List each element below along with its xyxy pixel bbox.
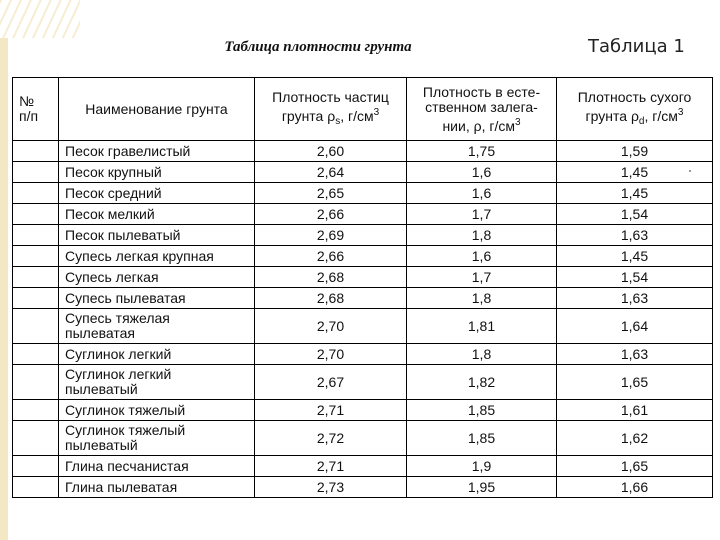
particle-density-value: 2,68 [255,288,407,309]
row-number [13,456,59,477]
row-number [13,477,59,498]
row-number [13,225,59,246]
soil-name: Песок мелкий [59,204,255,225]
soil-name: Песок пылеватый [59,225,255,246]
dry-density-value: 1,45 [557,162,713,183]
particle-density-value: 2,69 [255,225,407,246]
dry-density-value: 1,63 [557,288,713,309]
soil-name: Песок средний [59,183,255,204]
natural-density-value: 1,95 [407,477,557,498]
natural-density-value: 1,8 [407,288,557,309]
natural-density-value: 1,75 [407,141,557,162]
particle-density-value: 2,67 [255,365,407,400]
natural-density-value: 1,6 [407,246,557,267]
row-number [13,288,59,309]
row-number [13,162,59,183]
dry-density-value: 1,65 [557,456,713,477]
natural-density-value: 1,7 [407,204,557,225]
particle-density-value: 2,68 [255,267,407,288]
particle-density-value: 2,66 [255,246,407,267]
corner-decoration [0,0,80,38]
row-number [13,267,59,288]
row-number [13,365,59,400]
dry-density-value: 1,66 [557,477,713,498]
dry-density-value: 1,45 [557,246,713,267]
dry-density-value: 1,54 [557,267,713,288]
particle-density-value: 2,70 [255,309,407,344]
natural-density-value: 1,82 [407,365,557,400]
row-number [13,400,59,421]
particle-density-value: 2,60 [255,141,407,162]
table-row [13,365,713,400]
natural-density-value: 1,7 [407,267,557,288]
header-particle-density: Плотность частиц грунта $\rho_s$, $г/см^3$ [255,78,407,141]
particle-density-value: 2,71 [255,456,407,477]
row-number [13,141,59,162]
dry-density-value: 1,63 [557,225,713,246]
scan-speck [689,170,691,172]
natural-density-value: 1,8 [407,344,557,365]
dry-density-value: 1,59 [557,141,713,162]
dry-density-value: 1,62 [557,421,713,456]
header-dry-density: Плотность сухого грунта $\rho_d$, $г/см^3$ [557,78,713,141]
dry-density-value: 1,63 [557,344,713,365]
table-row [13,225,713,246]
soil-name: Супесь легкая [59,267,255,288]
table-row [13,267,713,288]
dry-density-value: 1,64 [557,309,713,344]
row-number [13,421,59,456]
header-name: Наименование грунта [59,78,255,141]
dry-density-value: 1,45 [557,183,713,204]
left-decorative-stripe [0,0,8,540]
table-title: Таблица плотности грунта [224,39,412,55]
soil-name: Песок крупный [59,162,255,183]
natural-density-value: 1,81 [407,309,557,344]
slide-caption: Таблица 1 [588,36,685,57]
table-row [13,421,713,456]
natural-density-value: 1,85 [407,400,557,421]
table-row [13,309,713,344]
soil-name: Супесь пылеватая [59,288,255,309]
header-number: № п/п [13,78,59,141]
particle-density-value: 2,73 [255,477,407,498]
natural-density-value: 1,9 [407,456,557,477]
soil-name: Супесь тяжелая пылеватая [59,309,255,344]
table-row [13,288,713,309]
row-number [13,344,59,365]
table-row [13,344,713,365]
row-number [13,204,59,225]
particle-density-value: 2,66 [255,204,407,225]
natural-density-value: 1,8 [407,225,557,246]
table-row [13,400,713,421]
particle-density-value: 2,64 [255,162,407,183]
row-number [13,246,59,267]
soil-name: Суглинок легкий пылеватый [59,365,255,400]
soil-name: Глина песчанистая [59,456,255,477]
dry-density-value: 1,65 [557,365,713,400]
row-number [13,309,59,344]
soil-name: Суглинок тяжелый пылеватый [59,421,255,456]
dry-density-value: 1,54 [557,204,713,225]
natural-density-value: 1,6 [407,162,557,183]
soil-name: Суглинок тяжелый [59,400,255,421]
table-row [13,204,713,225]
soil-name: Песок гравелистый [59,141,255,162]
particle-density-value: 2,70 [255,344,407,365]
row-number [13,183,59,204]
dry-density-value: 1,61 [557,400,713,421]
soil-name: Суглинок легкий [59,344,255,365]
table-row [13,183,713,204]
natural-density-value: 1,6 [407,183,557,204]
particle-density-value: 2,71 [255,400,407,421]
particle-density-value: 2,65 [255,183,407,204]
soil-name: Глина пылеватая [59,477,255,498]
table-row [13,141,713,162]
table-row [13,477,713,498]
particle-density-value: 2,72 [255,421,407,456]
table-row [13,456,713,477]
table-row [13,246,713,267]
soil-density-table [12,77,713,498]
table-row [13,162,713,183]
soil-name: Супесь легкая крупная [59,246,255,267]
table-header-row [13,78,713,141]
header-natural-density: Плотность в есте- ственном залега- нии, ρ, $г/см^3$ [407,78,557,141]
natural-density-value: 1,85 [407,421,557,456]
